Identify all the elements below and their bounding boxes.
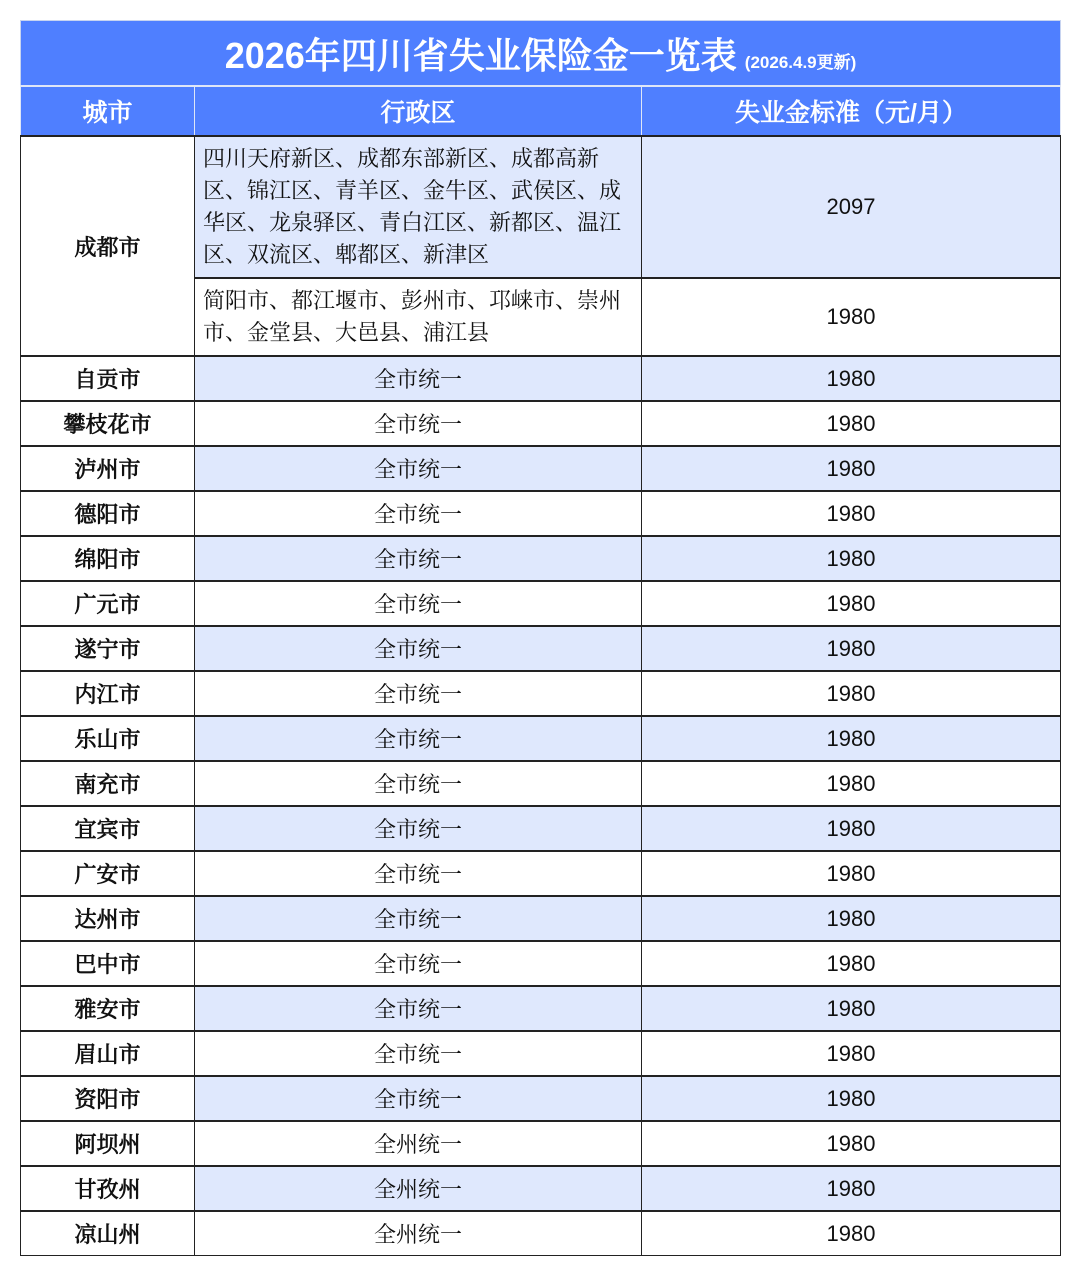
- table-row: [21, 536, 1061, 581]
- amount-cell: 1980: [642, 278, 1061, 356]
- district-cell: 全市统一: [195, 941, 642, 986]
- city-cell: 德阳市: [21, 491, 195, 536]
- table-row: [21, 896, 1061, 941]
- amount-cell: 1980: [642, 536, 1061, 581]
- amount-cell: 1980: [642, 401, 1061, 446]
- table-row: [21, 401, 1061, 446]
- amount-cell: 1980: [642, 491, 1061, 536]
- table-row: [21, 446, 1061, 491]
- district-cell: 简阳市、都江堰市、彭州市、邛崃市、崇州市、金堂县、大邑县、浦江县: [195, 278, 642, 356]
- header-district: 行政区: [195, 86, 642, 136]
- table-row: [21, 671, 1061, 716]
- update-date: (2026.4.9更新): [744, 52, 857, 72]
- city-cell: 成都市: [21, 136, 195, 356]
- amount-cell: 1980: [642, 581, 1061, 626]
- amount-cell: 1980: [642, 761, 1061, 806]
- district-cell: 全市统一: [195, 356, 642, 401]
- header-amount: 失业金标准（元/月）: [642, 86, 1061, 136]
- amount-cell: 1980: [642, 806, 1061, 851]
- city-cell: 乐山市: [21, 716, 195, 761]
- district-cell: 全市统一: [195, 716, 642, 761]
- amount-cell: 1980: [642, 851, 1061, 896]
- city-cell: 达州市: [21, 896, 195, 941]
- district-cell: 全市统一: [195, 446, 642, 491]
- table-row: [21, 986, 1061, 1031]
- district-cell: 全市统一: [195, 581, 642, 626]
- amount-cell: 1980: [642, 626, 1061, 671]
- table-row: [21, 941, 1061, 986]
- city-cell: 遂宁市: [21, 626, 195, 671]
- unemployment-insurance-table: [20, 20, 1061, 1256]
- city-cell: 凉山州: [21, 1211, 195, 1256]
- district-cell: 全市统一: [195, 1076, 642, 1121]
- amount-cell: 1980: [642, 446, 1061, 491]
- amount-cell: 1980: [642, 671, 1061, 716]
- table-row: [21, 761, 1061, 806]
- district-cell: 全市统一: [195, 851, 642, 896]
- district-cell: 全市统一: [195, 1031, 642, 1076]
- district-cell: 全市统一: [195, 806, 642, 851]
- table-row: [21, 581, 1061, 626]
- amount-cell: 1980: [642, 896, 1061, 941]
- amount-cell: 2097: [642, 136, 1061, 278]
- table-row: [21, 1211, 1061, 1256]
- city-cell: 巴中市: [21, 941, 195, 986]
- district-cell: 全市统一: [195, 671, 642, 716]
- amount-cell: 1980: [642, 986, 1061, 1031]
- district-cell: 全市统一: [195, 491, 642, 536]
- district-cell: 四川天府新区、成都东部新区、成都高新区、锦江区、青羊区、金牛区、武侯区、成华区、龙泉驿区、青白江区、新都区、温江区、双流区、郫都区、新津区: [195, 136, 642, 278]
- city-cell: 广安市: [21, 851, 195, 896]
- amount-cell: 1980: [642, 1211, 1061, 1256]
- city-cell: 自贡市: [21, 356, 195, 401]
- city-cell: 资阳市: [21, 1076, 195, 1121]
- amount-cell: 1980: [642, 356, 1061, 401]
- city-cell: 甘孜州: [21, 1166, 195, 1211]
- district-cell: 全州统一: [195, 1211, 642, 1256]
- table-title: [21, 21, 1061, 87]
- district-cell: 全市统一: [195, 536, 642, 581]
- table-row: [21, 851, 1061, 896]
- table-row: [21, 491, 1061, 536]
- amount-cell: 1980: [642, 1076, 1061, 1121]
- city-cell: 绵阳市: [21, 536, 195, 581]
- city-cell: 攀枝花市: [21, 401, 195, 446]
- header-city: 城市: [21, 86, 195, 136]
- table-row: [21, 1076, 1061, 1121]
- amount-cell: 1980: [642, 1121, 1061, 1166]
- district-cell: 全市统一: [195, 761, 642, 806]
- amount-cell: 1980: [642, 1166, 1061, 1211]
- city-cell: 眉山市: [21, 1031, 195, 1076]
- table-row: [21, 356, 1061, 401]
- city-cell: 宜宾市: [21, 806, 195, 851]
- district-cell: 全州统一: [195, 1166, 642, 1211]
- amount-cell: 1980: [642, 941, 1061, 986]
- amount-cell: 1980: [642, 716, 1061, 761]
- district-cell: 全市统一: [195, 896, 642, 941]
- district-cell: 全市统一: [195, 986, 642, 1031]
- table-row: [21, 716, 1061, 761]
- city-cell: 雅安市: [21, 986, 195, 1031]
- city-cell: 广元市: [21, 581, 195, 626]
- city-cell: 内江市: [21, 671, 195, 716]
- title-text: 2026年四川省失业保险金一览表: [224, 34, 737, 76]
- district-cell: 全市统一: [195, 626, 642, 671]
- city-cell: 阿坝州: [21, 1121, 195, 1166]
- table-row: [21, 806, 1061, 851]
- table-row: [21, 1166, 1061, 1211]
- amount-cell: 1980: [642, 1031, 1061, 1076]
- table-row: [21, 1121, 1061, 1166]
- table-row: [21, 1031, 1061, 1076]
- table-row: [21, 626, 1061, 671]
- city-cell: 南充市: [21, 761, 195, 806]
- district-cell: 全州统一: [195, 1121, 642, 1166]
- city-cell: 泸州市: [21, 446, 195, 491]
- district-cell: 全市统一: [195, 401, 642, 446]
